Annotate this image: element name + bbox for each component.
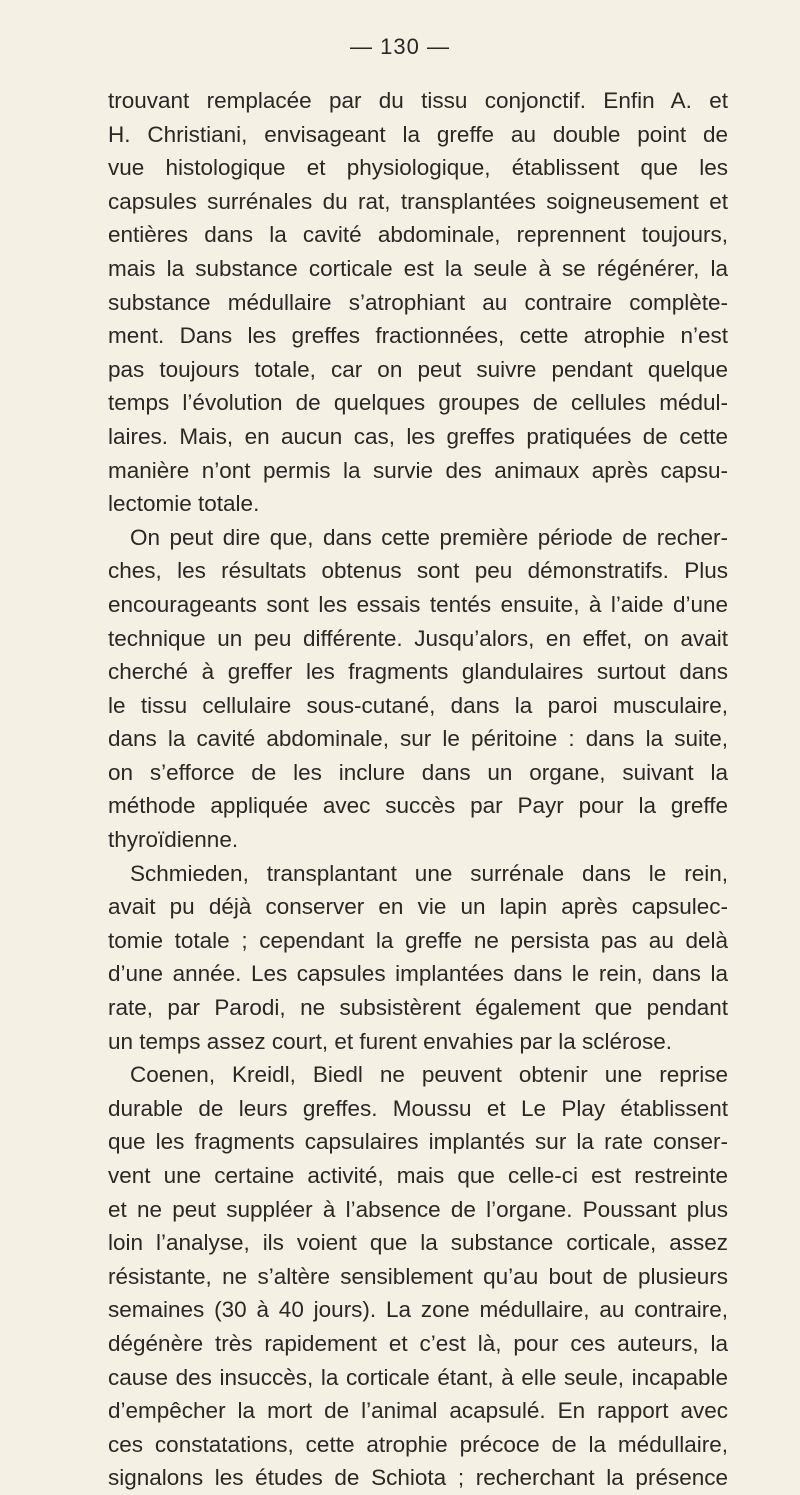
text-line: durable de leurs greffes. Moussu et Le Play établissent: [108, 1095, 728, 1121]
text-line: et ne peut suppléer à l’absence de l’organe. Poussant plus: [108, 1196, 728, 1222]
text-line: trouvant remplacée par du tissu conjonctif. Enfin A. et: [108, 88, 728, 113]
text-line: entières dans la cavité abdominale, reprennent toujours,: [108, 222, 728, 248]
body-text: [108, 84, 728, 1495]
text-line: ces constatations, cette atrophie précoce de la médullaire,: [108, 1431, 728, 1457]
text-line: thyroïdienne.: [108, 827, 239, 853]
text-line: loin l’analyse, ils voient que la substance corticale, assez: [108, 1230, 728, 1256]
text-line: Schmieden, transplantant une surrénale dans le rein,: [130, 860, 728, 886]
text-line: tomie totale ; cependant la greffe ne persista pas au delà: [108, 927, 728, 953]
text-line: Coenen, Kreidl, Biedl ne peuvent obtenir une reprise: [130, 1062, 728, 1088]
text-line: H. Christiani, envisageant la greffe au double point de: [108, 121, 728, 147]
text-line: mais la substance corticale est la seule à se régénérer, la: [108, 255, 728, 281]
text-line: cause des insuccès, la corticale étant, à elle seule, incapable: [108, 1364, 728, 1390]
text-line: laires. Mais, en aucun cas, les greffes pratiquées de cette: [108, 423, 728, 449]
page-number: — 130 —: [350, 34, 450, 59]
text-line: encourageants sont les essais tentés ensuite, à l’aide d’une: [108, 591, 728, 617]
text-line: lectomie totale.: [108, 491, 260, 517]
text-line: signalons les études de Schiota ; recherchant la présence: [108, 1465, 728, 1491]
text-line: temps l’évolution de quelques groupes de cellules médul-: [108, 390, 728, 416]
text-line: dégénère très rapidement et c’est là, pour ces auteurs, la: [108, 1330, 728, 1356]
text-line: le tissu cellulaire sous-cutané, dans la paroi musculaire,: [108, 692, 728, 718]
text-line: technique un peu différente. Jusqu’alors, en effet, on avait: [108, 625, 728, 651]
text-line: pas toujours totale, car on peut suivre pendant quelque: [108, 356, 728, 382]
text-line: On peut dire que, dans cette première période de recher-: [130, 524, 728, 550]
text-line: rate, par Parodi, ne subsistèrent également que pendant: [108, 995, 728, 1021]
text-line: capsules surrénales du rat, transplantées soigneusement et: [108, 188, 728, 214]
text-line: ment. Dans les greffes fractionnées, cette atrophie n’est: [108, 323, 728, 349]
text-line: méthode appliquée avec succès par Payr pour la greffe: [108, 793, 728, 819]
text-line: ches, les résultats obtenus sont peu démonstratifs. Plus: [108, 558, 728, 584]
text-line: on s’efforce de les inclure dans un organe, suivant la: [108, 759, 728, 785]
text-line: que les fragments capsulaires implantés sur la rate conser-: [108, 1129, 728, 1155]
text-line: manière n’ont permis la survie des animaux après capsu-: [108, 457, 728, 483]
text-line: avait pu déjà conserver en vie un lapin après capsulec-: [108, 894, 728, 920]
text-line: substance médullaire s’atrophiant au contraire complète-: [108, 289, 728, 315]
text-line: d’empêcher la mort de l’animal acapsulé. En rapport avec: [108, 1398, 728, 1424]
text-line: d’une année. Les capsules implantées dans le rein, dans la: [108, 961, 728, 987]
text-line: vent une certaine activité, mais que celle-ci est restreinte: [108, 1163, 728, 1188]
text-line: semaines (30 à 40 jours). La zone médullaire, au contraire,: [108, 1297, 728, 1323]
text-line: vue histologique et physiologique, établissent que les: [108, 155, 728, 181]
text-line: dans la cavité abdominale, sur le péritoine : dans la suite,: [108, 726, 728, 752]
text-line: cherché à greffer les fragments glandulaires surtout dans: [108, 659, 728, 685]
text-line: résistante, ne s’altère sensiblement qu’au bout de plusieurs: [108, 1263, 728, 1289]
text-line: un temps assez court, et furent envahies par la sclérose.: [108, 1028, 673, 1054]
